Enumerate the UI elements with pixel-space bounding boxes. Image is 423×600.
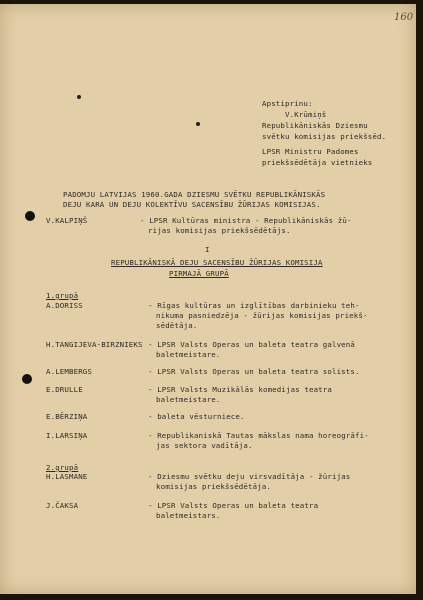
approval-line: Republikāniskās Dziesmu <box>262 121 368 130</box>
approval-line: priekšsēdētāja vietnieks <box>262 158 373 167</box>
document-title-line: PADOMJU LATVIJAS 1960.GADA DZIESMU SVĒTKU REPUBLIKĀNISKĀS <box>63 190 326 199</box>
member-role-line: baletmeistare. <box>156 350 221 359</box>
approval-line: V.Krūmiņš <box>285 110 327 119</box>
page-number: 160 <box>394 12 414 23</box>
member-role-line: - LPSR Valsts Muzikālās komedijas teatra <box>148 385 332 394</box>
approval-line: Apstiprinu: <box>262 99 313 108</box>
group-label: 1.grupā <box>46 291 79 300</box>
member-role-line: baletmeistars. <box>156 511 221 520</box>
member-name: A.DORISS <box>46 301 83 310</box>
member-role-line: jas sektora vadītāja. <box>156 441 253 450</box>
section-heading-line: PIRMAJĀ GRUPĀ <box>169 269 229 278</box>
member-role-line: - LPSR Valsts Operas un baleta teatra solists. <box>148 367 360 376</box>
approval-line: LPSR Ministru Padomes <box>262 147 359 156</box>
member-role-line: - LPSR Valsts Operas un baleta teatra <box>148 501 319 510</box>
member-name: E.DRULLE <box>46 385 83 394</box>
member-name: A.LEMBERGS <box>46 367 92 376</box>
member-role-line: - baleta vēsturniece. <box>148 412 245 421</box>
ink-spot <box>196 122 200 126</box>
section-heading-line: REPUBLIKĀNISKĀ DEJU SACENSĪBU ŽŪRIJAS KOMISIJA <box>111 258 323 267</box>
member-role-line: sēdētāja. <box>156 321 198 330</box>
member-role-line: - Republikaniskā Tautas mākslas nama horeogrāfi- <box>148 431 369 440</box>
member-role-line: - Rīgas kultūras un izglītības darbinieku teh- <box>148 301 360 310</box>
member-role-line: komisijas priekšsēdētāja. <box>156 482 271 491</box>
chair-role-line: rijas komisijas priekšsēdētājs. <box>148 226 291 235</box>
section-numeral: I <box>205 245 210 254</box>
member-name: H.LASMANE <box>46 472 88 481</box>
member-name: I.LARSIŅA <box>46 431 88 440</box>
member-name: J.ČAKSA <box>46 501 79 510</box>
punch-hole-bottom <box>22 374 32 384</box>
approval-line: svētku komisijas priekšsēd. <box>262 132 387 141</box>
chair-name: V.KALPIŅŠ <box>46 216 88 225</box>
ink-spot <box>77 95 81 99</box>
group-label: 2.grupā <box>46 463 79 472</box>
member-name: E.BĒRZIŅA <box>46 412 88 421</box>
document-title-line: DEJU KARA UN DEJU KOLEKTĪVU SACENSĪBU ŽŪRIJAS KOMISIJAS. <box>63 200 321 209</box>
punch-hole-top <box>25 211 35 221</box>
member-role-line: nikuma pasniedzēja - žūrijas komisijas priekš- <box>156 311 368 320</box>
member-role-line: baletmeistare. <box>156 395 221 404</box>
member-role-line: - LPSR Valsts Operas un baleta teatra galvenā <box>148 340 355 349</box>
member-name: H.TANGIJEVA-BIRZNIEKS <box>46 340 143 349</box>
member-role-line: - Dziesmu svētku deju virsvadītāja - žūrijas <box>148 472 351 481</box>
document-page <box>0 4 416 594</box>
chair-role-line: - LPSR Kultūras ministra - Republikāniskās žū- <box>140 216 352 225</box>
